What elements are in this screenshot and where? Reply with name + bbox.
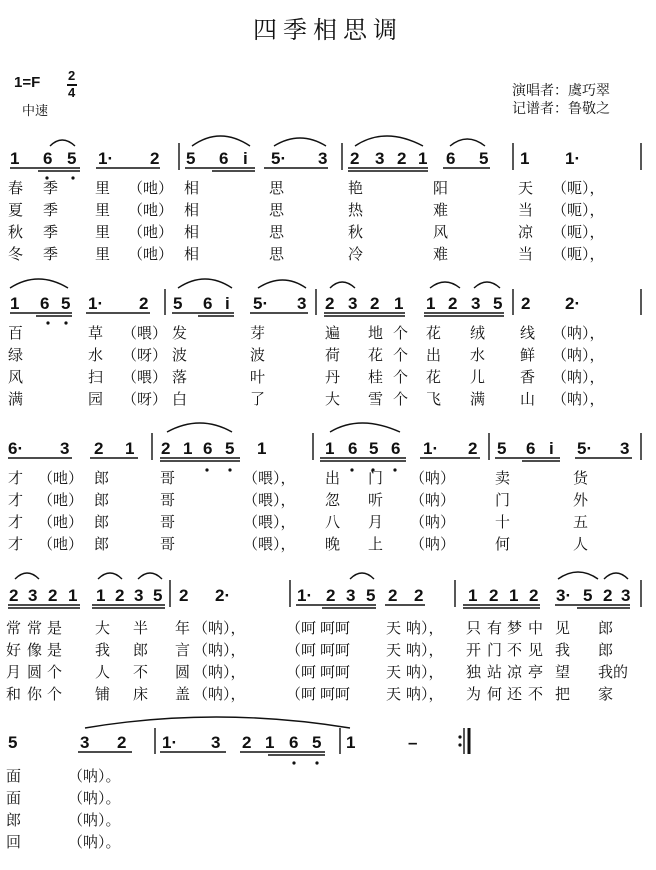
note: 2: [468, 439, 478, 458]
note: 2: [150, 149, 160, 168]
song-title: 四季相思调: [253, 16, 403, 44]
note: 1·: [88, 294, 104, 313]
note: i: [243, 149, 248, 168]
note: 5: [366, 586, 376, 605]
tempo-marking: 中速: [22, 104, 49, 119]
note: 3: [297, 294, 307, 313]
note: 1: [394, 294, 404, 313]
note: i: [549, 439, 554, 458]
note: 5: [479, 149, 489, 168]
note: 1·: [297, 586, 313, 605]
note: 2: [370, 294, 380, 313]
note: 5·: [253, 294, 269, 313]
note: 2: [529, 586, 539, 605]
note: 1·: [565, 149, 581, 168]
note: 2: [397, 149, 407, 168]
note: 1: [183, 439, 193, 458]
note: 2: [414, 586, 424, 605]
note: 3: [348, 294, 358, 313]
note: 2: [325, 294, 335, 313]
note: 3: [621, 586, 631, 605]
note: 1: [325, 439, 335, 458]
note: 5: [67, 149, 77, 168]
note: 3: [471, 294, 481, 313]
note: 5: [61, 294, 71, 313]
note: 3: [211, 733, 221, 752]
note: 3: [620, 439, 630, 458]
note: 2: [448, 294, 458, 313]
note: 5: [173, 294, 183, 313]
note: 2: [179, 586, 189, 605]
time-signature-top: 2: [68, 68, 76, 83]
note: 2: [94, 439, 104, 458]
time-signature-bottom: 4: [68, 85, 76, 100]
note: 2: [350, 149, 360, 168]
note: 3·: [556, 586, 572, 605]
note: 6: [446, 149, 456, 168]
note: 1: [346, 733, 356, 752]
singer-credit: 演唱者：虞巧翠: [512, 83, 610, 99]
note: 2: [388, 586, 398, 605]
note: 2: [161, 439, 171, 458]
note: 1: [10, 149, 20, 168]
note: 5: [497, 439, 507, 458]
note: 6: [219, 149, 229, 168]
note: 1: [257, 439, 267, 458]
note: 6: [348, 439, 358, 458]
note: 1·: [423, 439, 439, 458]
note: 6: [43, 149, 53, 168]
note: 1: [125, 439, 135, 458]
note: 1: [265, 733, 275, 752]
note: 3: [134, 586, 144, 605]
note: 5: [493, 294, 503, 313]
note: 1: [96, 586, 106, 605]
note: i: [225, 294, 230, 313]
note: 2: [9, 586, 19, 605]
note: 5: [369, 439, 379, 458]
note: 1: [10, 294, 20, 313]
note: 2: [603, 586, 613, 605]
note: 2: [326, 586, 336, 605]
note: 2: [48, 586, 58, 605]
note: 6: [289, 733, 299, 752]
note: 5: [153, 586, 163, 605]
note: 2: [139, 294, 149, 313]
note: 6: [40, 294, 50, 313]
note: 5: [8, 733, 18, 752]
note: 1·: [162, 733, 178, 752]
note: 6·: [8, 439, 24, 458]
note: 6: [203, 294, 213, 313]
note: 1: [418, 149, 428, 168]
note: 5·: [577, 439, 593, 458]
note: 1·: [98, 149, 114, 168]
note: 1: [520, 149, 530, 168]
note: 2: [117, 733, 127, 752]
note: 2·: [565, 294, 581, 313]
note: 1: [68, 586, 78, 605]
key-signature: 1=F: [14, 74, 41, 91]
note: 3: [28, 586, 38, 605]
note: –: [408, 733, 418, 752]
note: 3: [60, 439, 70, 458]
note: 3: [318, 149, 328, 168]
note: 2·: [215, 586, 231, 605]
note: 2: [242, 733, 252, 752]
note: 5: [312, 733, 322, 752]
note: 1: [509, 586, 519, 605]
note: 5: [583, 586, 593, 605]
note: 3: [346, 586, 356, 605]
note: 1: [426, 294, 436, 313]
note: 1: [468, 586, 478, 605]
note: 6: [203, 439, 213, 458]
transcriber-credit: 记谱者：鲁敬之: [512, 101, 610, 117]
note: 6: [526, 439, 536, 458]
note: 5·: [271, 149, 287, 168]
note: 3: [375, 149, 385, 168]
note: 2: [115, 586, 125, 605]
note: 5: [186, 149, 196, 168]
note: 3: [80, 733, 90, 752]
note: 6: [391, 439, 401, 458]
note: 2: [521, 294, 531, 313]
note: 5: [225, 439, 235, 458]
note: 2: [489, 586, 499, 605]
